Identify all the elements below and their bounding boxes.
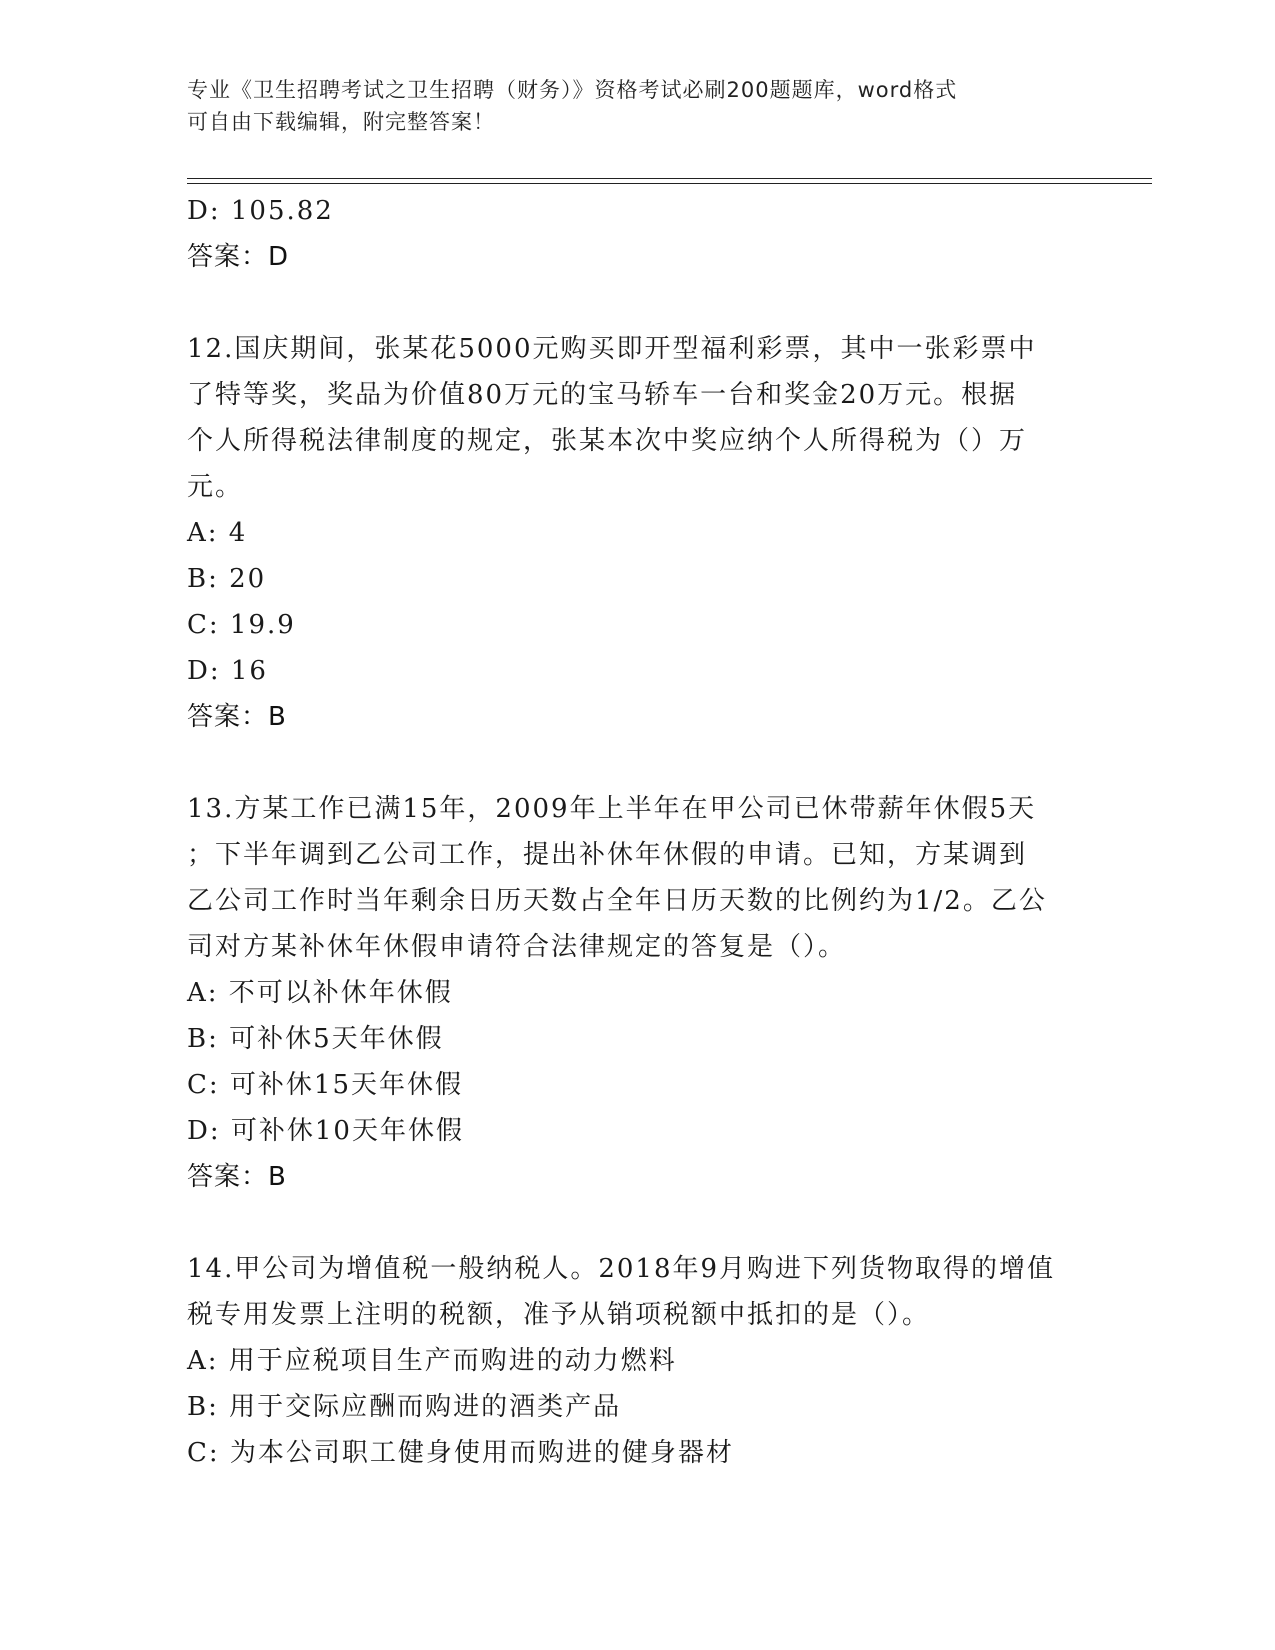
answer-line: 答案：B (187, 702, 287, 732)
question-text-line: 司对方某补休年休假申请符合法律规定的答复是（）。 (187, 932, 847, 962)
question-12 (187, 326, 1087, 740)
question-text-line: 税专用发票上注明的税额，准予从销项税额中抵扣的是（）。 (187, 1300, 931, 1330)
previous-question-tail (187, 188, 1087, 280)
header-divider (187, 178, 1152, 184)
option-d: D: 105.82 (187, 196, 334, 226)
option-a: A: 用于应税项目生产而购进的动力燃料 (187, 1346, 677, 1376)
spacer (187, 1200, 1087, 1246)
spacer (187, 740, 1087, 786)
option-a: A: 4 (187, 518, 248, 548)
option-b: B: 用于交际应酬而购进的酒类产品 (187, 1392, 622, 1422)
question-text-line: 个人所得税法律制度的规定，张某本次中奖应纳个人所得税为（）万 (187, 426, 1028, 456)
question-text-line: ；下半年调到乙公司工作，提出补休年休假的申请。已知，方某调到 (187, 840, 1028, 870)
question-text-line: 乙公司工作时当年剩余日历天数占全年日历天数的比例约为1/2。乙公 (187, 886, 1047, 916)
option-d: D: 16 (187, 656, 268, 686)
option-d: D: 可补休10天年休假 (187, 1116, 464, 1146)
question-text-line: 元。 (187, 472, 244, 502)
question-13 (187, 786, 1087, 1200)
option-b: B: 可补休5天年休假 (187, 1024, 444, 1054)
page-header (187, 74, 1067, 138)
option-c: C: 为本公司职工健身使用而购进的健身器材 (187, 1438, 734, 1468)
answer-line: 答案：B (187, 1162, 287, 1192)
question-14 (187, 1246, 1087, 1476)
question-text-line: 14.甲公司为增值税一般纳税人。2018年9月购进下列货物取得的增值 (187, 1254, 1056, 1284)
question-text-line: 了特等奖，奖品为价值80万元的宝马轿车一台和奖金20万元。根据 (187, 380, 1018, 410)
option-b: B: 20 (187, 564, 267, 594)
question-text-line: 13.方某工作已满15年，2009年上半年在甲公司已休带薪年休假5天 (187, 794, 1037, 824)
header-line-2: 可自由下载编辑，附完整答案！ (187, 110, 495, 134)
option-c: C: 可补休15天年休假 (187, 1070, 464, 1100)
spacer (187, 280, 1087, 326)
option-a: A: 不可以补休年休假 (187, 978, 453, 1008)
question-text-line: 12.国庆期间，张某花5000元购买即开型福利彩票，其中一张彩票中 (187, 334, 1037, 364)
option-c: C: 19.9 (187, 610, 296, 640)
document-body (187, 188, 1087, 1476)
answer-line: 答案：D (187, 242, 290, 272)
header-line-1: 专业《卫生招聘考试之卫生招聘（财务）》资格考试必刷200题题库，word格式 (187, 78, 958, 102)
